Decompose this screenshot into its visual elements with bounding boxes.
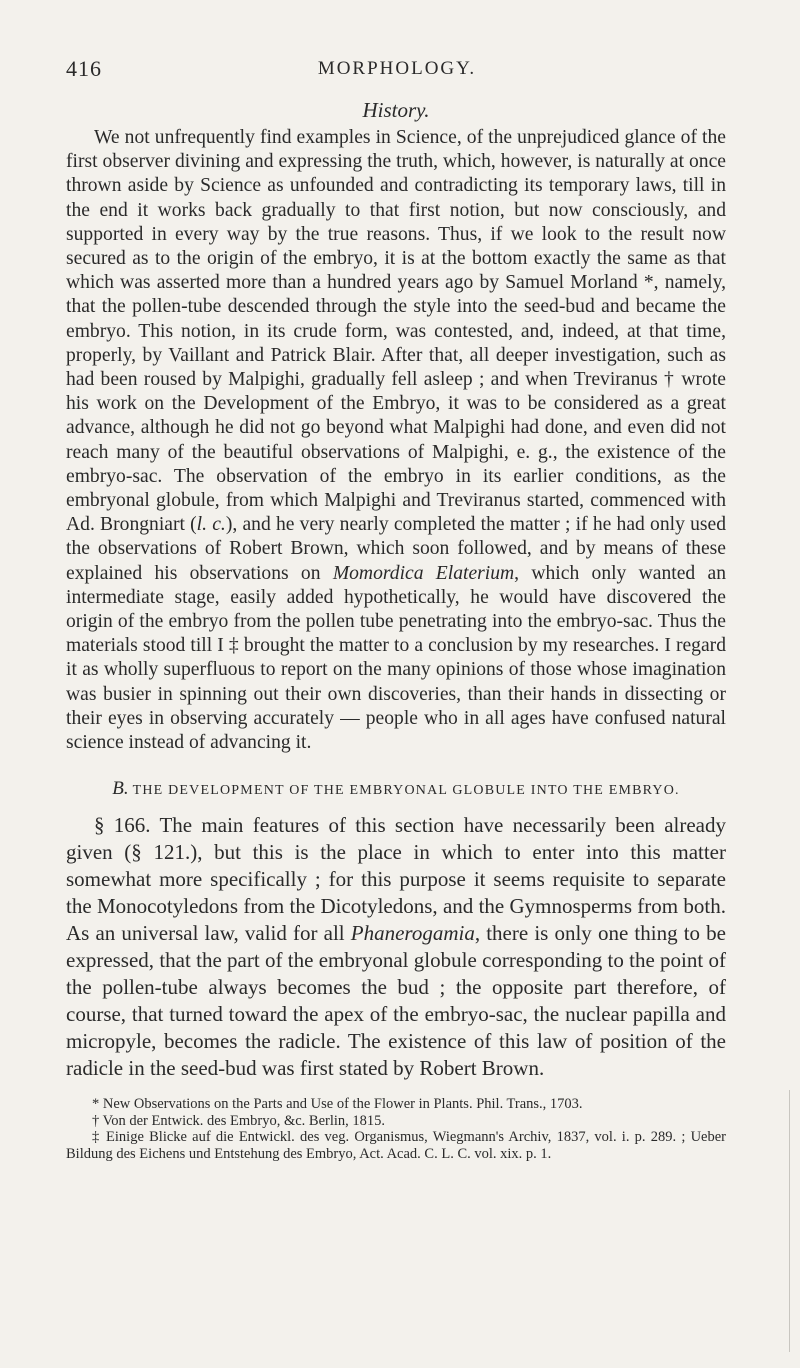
footnotes [66,1096,726,1162]
running-title: MORPHOLOGY. [317,58,477,79]
page-edge-line [789,1090,790,1352]
section-166-paragraph [66,812,726,1082]
footnote-morland: * New Observations on the Parts and Use of the Flower in Plants. Phil. Trans., 1703. [92,1096,583,1113]
footnote-treviranus: † Von der Entwick. des Embryo, &c. Berlin, 1815. [92,1112,386,1129]
footnote-author: ‡ Einige Blicke auf die Entwickl. des veg. Organismus, Wiegmann's Archiv, 1837, vol. i. p. 289. ; Ueber Bildung des Eichens und Entstehung des Embryo, Act. Acad. C. L. C. vol. xix. p. 1. [66,1129,726,1162]
section-b-title: THE DEVELOPMENT OF THE EMBRYONAL GLOBULE INTO THE EMBRYO. [132,783,680,799]
section-b-heading [66,778,726,802]
citation-italic: l. c. [196,514,226,536]
history-text-2: ), and he very nearly completed the matter ; if he had only used the observations of Robert Brown, which soon followed, and by means of these explained his observations on [66,514,726,584]
section-166-text-1: § 166. The main features of this section have necessarily been already given (§ 121.), but this is the place in which to enter into this matter somewhat more specifically ; for this purpose it seems requisite to separate the Monocotyledons from the Dicotyledons, and the Gymnosperms from both. As an universal law, valid for all [66,813,726,946]
page-body [66,98,726,1162]
section-b-letter: B. [112,778,129,800]
page-number: 416 [66,56,102,81]
history-paragraph [66,126,726,755]
history-heading: History. [362,98,430,122]
history-text-3: , which only wanted an intermediate stage, easily added hypothetically, he would have discovered the origin of the embryo from the pollen tube penetrating into the embryo-sac. Thus the materials stood till I ‡ brought the matter to a conclusion by my researches. I regard it as wholly superfluous to report on the many opinions of those whose imagination was busier in spinning out their own discoveries, than their hands in dissecting or their eyes in observing accurately — people who in all ages have confused natural science instead of advancing it. [66,562,726,754]
phanerogamia-italic: Phanerogamia [350,921,475,946]
section-166-text-2: , there is only one thing to be expressed, that the part of the embryonal globule corresponding to the point of the pollen-tube always becomes the bud ; the opposite part therefore, of course, that turned toward the apex of the embryo-sac, the nuclear papilla and micropyle, becomes the radicle. The existence of this law of position of the radicle in the seed-bud was first stated by Robert Brown. [66,921,726,1081]
history-text-1: We not unfrequently find examples in Science, of the unprejudiced glance of the first observer divining and expressing the truth, which, however, is naturally at once thrown aside by Science as unfounded and contradicting its temporary laws, till in the end it works back gradually to that first notion, but now consciously, and supported in every way by the true reasons. Thus, if we look to the result now secured as to the origin of the embryo, it is at the bottom exactly the same as that which was asserted more than a hundred years ago by Samuel Morland *, namely, that the pollen-tube descended through the style into the seed-bud and became the embryo. This notion, in its crude form, was contested, and, indeed, at that time, properly, by Vaillant and Patrick Blair. After that, all deeper investigation, such as had been roused by Malpighi, gradually fell asleep ; and when Treviranus † wrote his work on the Development of the Embryo, it was to be considered as a great advance, although he did not go beyond what Malpighi had done, and even did not reach many of the beautiful observations of Malpighi, e. g., the existence of the embryo-sac. The observation of the embryo in its earlier conditions, as the embryonal globule, from which Malpighi and Treviranus started, commenced with Ad. Brongniart ( [66,127,726,536]
page-header [66,56,728,82]
species-name-italic: Momordica Elaterium [332,562,515,584]
